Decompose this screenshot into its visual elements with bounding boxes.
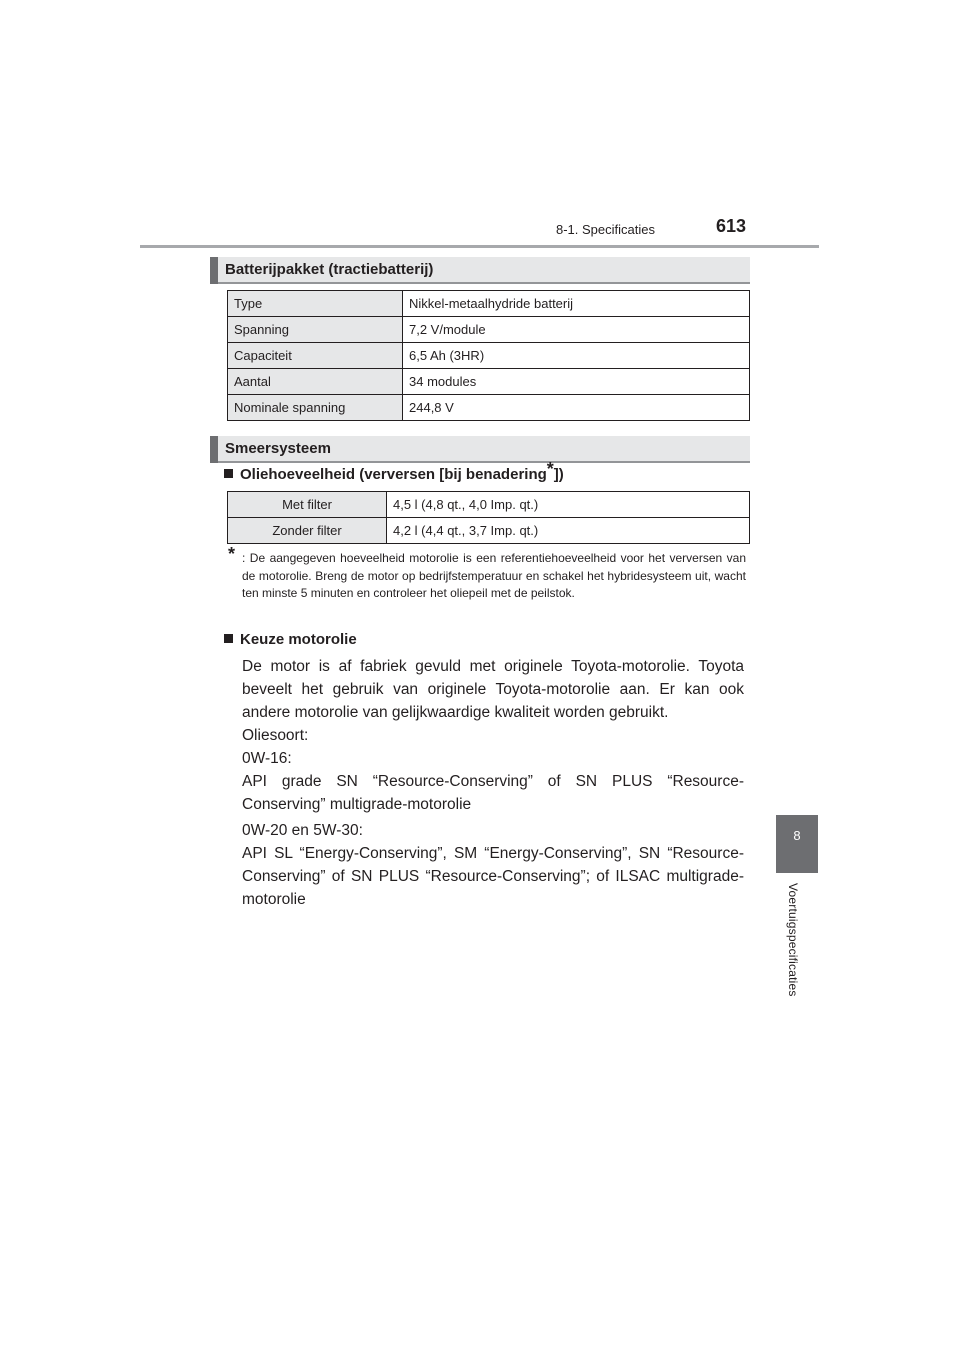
lube-section-heading xyxy=(210,436,750,463)
oil-choice-intro: De motor is af fabriek gevuld met originele Toyota-motorolie. Toyota beveelt het gebruik van originele Toyota-motorolie aan. Er kan ook andere motorolie van gelijkwaardige kwaliteit worden gebruikt. xyxy=(242,658,744,721)
table-row xyxy=(228,518,750,544)
spec-value: 6,5 Ah (3HR) xyxy=(403,343,750,369)
spec-key: Aantal xyxy=(228,369,403,395)
table-row xyxy=(228,317,750,343)
grade-0w16-text: API grade SN “Resource-Conserving” of SN PLUS “Resource-Conserving” multigrade-motorolie xyxy=(242,773,744,813)
spec-key: Nominale spanning xyxy=(228,395,403,421)
footnote xyxy=(228,544,746,603)
header-divider xyxy=(140,245,819,248)
square-bullet-icon xyxy=(224,634,233,643)
table-row xyxy=(228,395,750,421)
section-title: 8-1. Specificaties xyxy=(556,222,655,237)
heading-marker xyxy=(210,257,218,284)
spec-key: Type xyxy=(228,291,403,317)
oil-choice-heading xyxy=(224,631,357,648)
spec-key: Capaciteit xyxy=(228,343,403,369)
oil-capacity-heading xyxy=(224,459,564,483)
heading-marker xyxy=(210,436,218,463)
table-row xyxy=(228,291,750,317)
battery-spec-table xyxy=(227,290,750,421)
footnote-text: : De aangegeven hoeveelheid motorolie is een referentiehoeveelheid voor het verversen van de motorolie. Breng de motor op bedrijfstemperatuur en schakel het hybridesysteem uit, wacht ten minste 5 minuten en controleer het oliepeil met de peilstok. xyxy=(242,551,746,600)
grade-0w20-label: 0W-20 en 5W-30: xyxy=(242,822,363,839)
chapter-number: 8 xyxy=(793,828,801,843)
oil-capacity-table xyxy=(227,491,750,544)
spec-value: 4,5 l (4,8 qt., 4,0 Imp. qt.) xyxy=(387,492,750,518)
page-number: 613 xyxy=(716,216,747,236)
square-bullet-icon xyxy=(224,469,233,478)
spec-value: 4,2 l (4,4 qt., 3,7 Imp. qt.) xyxy=(387,518,750,544)
oil-capacity-title: Oliehoeveelheid (verversen [bij benadering xyxy=(240,466,547,483)
table-row xyxy=(228,343,750,369)
chapter-label: Voertuigspecificaties xyxy=(786,883,800,997)
oil-choice-title: Keuze motorolie xyxy=(240,631,357,648)
table-row xyxy=(228,369,750,395)
table-row xyxy=(228,492,750,518)
battery-section-title: Batterijpakket (tractiebatterij) xyxy=(225,261,434,278)
battery-section-heading xyxy=(210,257,750,284)
spec-key: Met filter xyxy=(228,492,387,518)
lube-section-title: Smeersysteem xyxy=(225,440,331,457)
spec-value: 7,2 V/module xyxy=(403,317,750,343)
spec-key: Zonder filter xyxy=(228,518,387,544)
asterisk: * xyxy=(546,459,554,479)
spec-value: 34 modules xyxy=(403,369,750,395)
grade-0w16-label: 0W-16: xyxy=(242,750,292,767)
spec-key: Spanning xyxy=(228,317,403,343)
spec-value: 244,8 V xyxy=(403,395,750,421)
grade-0w20-text: API SL “Energy-Conserving”, SM “Energy-Conserving”, SN “Resource-Conserving” of SN PLUS “Resource-Conserving”; of ILSAC multigrade-motorolie xyxy=(242,845,744,908)
chapter-tab xyxy=(776,815,818,873)
footnote-asterisk: * xyxy=(228,544,236,564)
oil-type-label: Oliesoort: xyxy=(242,727,309,744)
oil-capacity-close: ]) xyxy=(553,466,564,483)
spec-value: Nikkel-metaalhydride batterij xyxy=(403,291,750,317)
